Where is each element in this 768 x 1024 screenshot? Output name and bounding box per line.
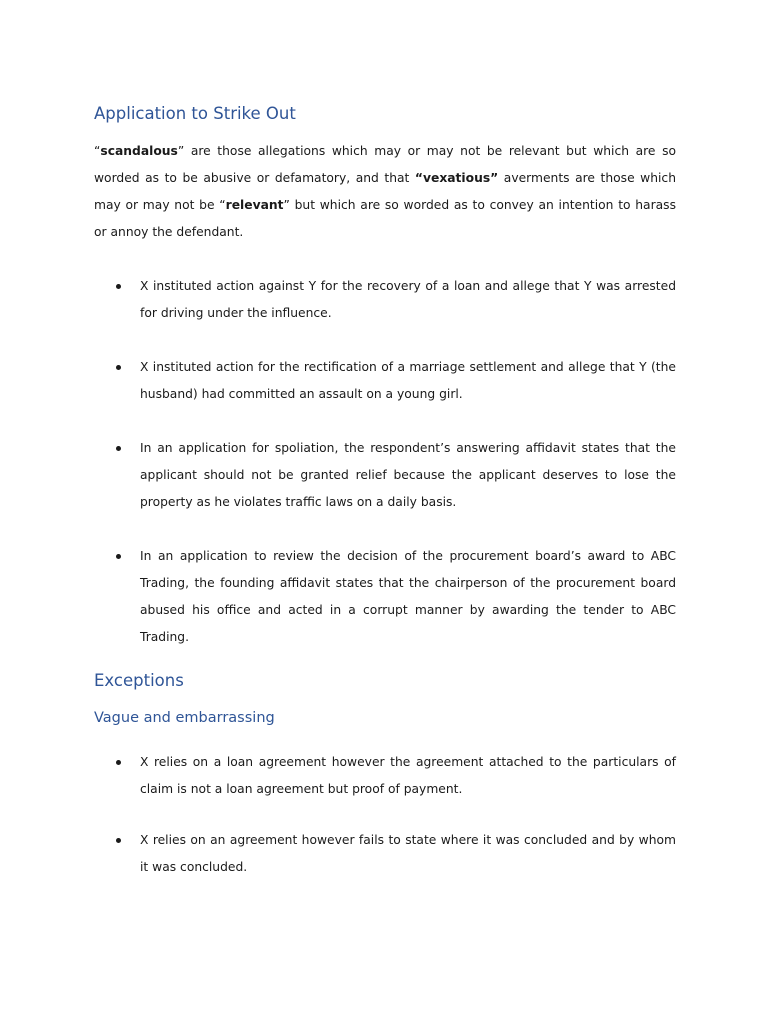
intro-quote-open: “	[94, 144, 101, 158]
intro-text-2: averments are those which may or may not be “	[94, 171, 676, 212]
bullet-icon	[116, 838, 121, 843]
bullet-icon	[116, 554, 121, 559]
document-content	[94, 100, 676, 881]
list-item	[94, 749, 676, 803]
list-item-text: In an application for spoliation, the respondent’s answering affidavit states that the applicant should not be granted relief because the applicant deserves to lose the property as he violates traffic laws on a daily basis.	[140, 441, 676, 509]
list-item	[94, 543, 676, 651]
list-item	[94, 827, 676, 881]
term-vexatious: “vexatious”	[414, 171, 499, 185]
subheading-vague-embarrassing: Vague and embarrassing	[94, 710, 275, 726]
exceptions-examples-list	[94, 749, 676, 881]
strike-out-examples-list	[94, 273, 676, 651]
intro-text-1: ” are those allegations which may or may not be relevant but which are so worded as to be abusive or defamatory, and that	[94, 144, 676, 185]
bullet-icon	[116, 284, 121, 289]
section-heading-strike-out: Application to Strike Out	[94, 104, 296, 123]
bullet-icon	[116, 446, 121, 451]
intro-text-3: ” but which are so worded as to convey an intention to harass or annoy the defendant.	[94, 198, 676, 239]
term-relevant: relevant	[225, 198, 284, 212]
bullet-icon	[116, 365, 121, 370]
list-item	[94, 354, 676, 408]
list-item-text: X instituted action against Y for the recovery of a loan and allege that Y was arrested for driving under the influence.	[140, 279, 676, 320]
section-heading-exceptions: Exceptions	[94, 671, 184, 690]
term-scandalous: scandalous	[100, 144, 178, 158]
list-item	[94, 435, 676, 516]
list-item-text: X relies on an agreement however fails to state where it was concluded and by whom it was concluded.	[140, 833, 676, 874]
list-item-text: X relies on a loan agreement however the agreement attached to the particulars of claim is not a loan agreement but proof of payment.	[140, 755, 676, 796]
bullet-icon	[116, 760, 121, 765]
list-item	[94, 273, 676, 327]
list-item-text: In an application to review the decision of the procurement board’s award to ABC Trading, the founding affidavit states that the chairperson of the procurement board abused his office and acted in a corrupt manner by awarding the tender to ABC Trading.	[140, 549, 676, 644]
intro-paragraph	[94, 138, 676, 246]
list-item-text: X instituted action for the rectification of a marriage settlement and allege that Y (the husband) had committed an assault on a young girl.	[140, 360, 676, 401]
